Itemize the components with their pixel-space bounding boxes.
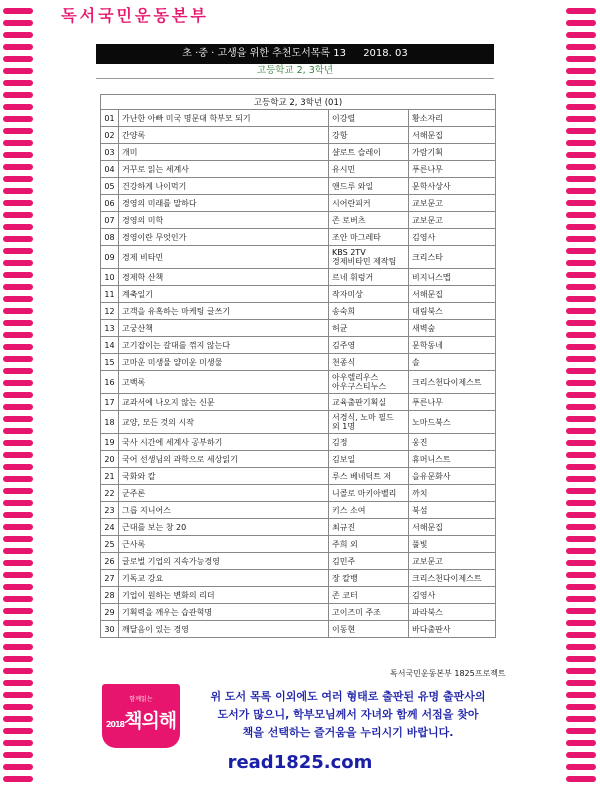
- book-title: 가난한 아빠 미국 명문대 학부모 되기: [119, 110, 329, 127]
- book-publisher: 교보문고: [409, 212, 496, 229]
- book-author: 송숙희: [329, 303, 409, 320]
- book-author: 김민주: [329, 553, 409, 570]
- notice-text: [188, 688, 508, 742]
- stripe: [3, 368, 33, 374]
- book-title: 근대를 보는 창 20: [119, 519, 329, 536]
- row-number: 03: [101, 144, 119, 161]
- decorative-stripes-right: [558, 0, 600, 786]
- stripe: [566, 92, 596, 98]
- book-publisher: 크리스천다이제스트: [409, 371, 496, 394]
- stripe: [566, 236, 596, 242]
- stripe: [566, 716, 596, 722]
- book-publisher: 노마드북스: [409, 411, 496, 434]
- stripe: [566, 524, 596, 530]
- row-number: 09: [101, 246, 119, 269]
- row-number: 12: [101, 303, 119, 320]
- book-author: 시어란피커: [329, 195, 409, 212]
- book-author: 서경식, 노마 필드 외 1명: [329, 411, 409, 434]
- stripe: [3, 248, 33, 254]
- stripe: [566, 200, 596, 206]
- book-title: 기업이 원하는 변화의 리더: [119, 587, 329, 604]
- book-author: 고이즈미 주조: [329, 604, 409, 621]
- book-author: 김정: [329, 434, 409, 451]
- book-author: 허균: [329, 320, 409, 337]
- book-publisher: 황소자리: [409, 110, 496, 127]
- stripe: [566, 692, 596, 698]
- logo-small-text: 함께읽는: [129, 696, 153, 703]
- stripe: [566, 80, 596, 86]
- stripe: [3, 80, 33, 86]
- row-number: 08: [101, 229, 119, 246]
- logo-main: 책의해: [124, 710, 177, 732]
- row-number: 27: [101, 570, 119, 587]
- table-row: [101, 485, 496, 502]
- stripe: [3, 32, 33, 38]
- stripe: [3, 272, 33, 278]
- stripe: [566, 260, 596, 266]
- book-title: 경영의 미학: [119, 212, 329, 229]
- stripe: [3, 740, 33, 746]
- stripe: [3, 560, 33, 566]
- book-title: 그릅 지니어스: [119, 502, 329, 519]
- stripe: [566, 104, 596, 110]
- table-row: [101, 286, 496, 303]
- stripe: [3, 56, 33, 62]
- stripe: [566, 620, 596, 626]
- table-row: [101, 144, 496, 161]
- book-title: 글로벌 기업의 지속가능경영: [119, 553, 329, 570]
- stripe: [3, 452, 33, 458]
- stripe: [3, 260, 33, 266]
- book-publisher: 서해문집: [409, 519, 496, 536]
- book-author: 아우렐리우스 아우구스티누스: [329, 371, 409, 394]
- stripe: [566, 428, 596, 434]
- book-author: 이강렬: [329, 110, 409, 127]
- book-title: 교양, 모든 것의 시작: [119, 411, 329, 434]
- book-author: 샬로트 슬레이: [329, 144, 409, 161]
- stripe: [3, 572, 33, 578]
- stripe: [566, 572, 596, 578]
- table-row: [101, 411, 496, 434]
- table-heading: 고등학교 2, 3학년 (01): [101, 95, 496, 110]
- stripe: [3, 308, 33, 314]
- row-number: 29: [101, 604, 119, 621]
- stripe: [566, 548, 596, 554]
- book-publisher: 서해문집: [409, 127, 496, 144]
- stripe: [3, 476, 33, 482]
- stripe: [3, 776, 33, 782]
- table-row: [101, 212, 496, 229]
- stripe: [3, 440, 33, 446]
- list-date: 2018. 03: [363, 48, 408, 59]
- stripe: [566, 344, 596, 350]
- stripe: [3, 464, 33, 470]
- book-publisher: 바다출판사: [409, 621, 496, 638]
- stripe: [566, 512, 596, 518]
- grade-subtitle: 고등학교 2, 3학년: [96, 64, 494, 79]
- stripe: [3, 128, 33, 134]
- table-row: [101, 269, 496, 286]
- stripe: [3, 404, 33, 410]
- stripe: [566, 332, 596, 338]
- stripe: [566, 296, 596, 302]
- stripe: [566, 668, 596, 674]
- book-title: 건강하게 나이먹기: [119, 178, 329, 195]
- stripe: [566, 368, 596, 374]
- book-author: 천종식: [329, 354, 409, 371]
- stripe: [566, 128, 596, 134]
- list-title-bar: [96, 44, 494, 64]
- stripe: [566, 20, 596, 26]
- stripe: [3, 656, 33, 662]
- stripe: [3, 644, 33, 650]
- row-number: 30: [101, 621, 119, 638]
- row-number: 05: [101, 178, 119, 195]
- stripe: [3, 44, 33, 50]
- list-title: 초 ·중 · 고생을 위한 추천도서목록 13: [182, 48, 346, 59]
- stripe: [3, 140, 33, 146]
- book-author: 교육출판기획실: [329, 394, 409, 411]
- book-publisher: 교보문고: [409, 553, 496, 570]
- decorative-stripes-left: [0, 0, 42, 786]
- book-publisher: 비지니스맵: [409, 269, 496, 286]
- stripe: [3, 428, 33, 434]
- row-number: 04: [101, 161, 119, 178]
- book-table: [100, 94, 496, 638]
- stripe: [3, 8, 33, 14]
- table-row: [101, 519, 496, 536]
- book-publisher: 새벽숲: [409, 320, 496, 337]
- book-publisher: 파라북스: [409, 604, 496, 621]
- stripe: [566, 188, 596, 194]
- book-title: 고궁산책: [119, 320, 329, 337]
- stripe: [566, 224, 596, 230]
- stripe: [3, 20, 33, 26]
- book-publisher: 김영사: [409, 587, 496, 604]
- book-author: 장 칼뱅: [329, 570, 409, 587]
- book-publisher: 문학사상사: [409, 178, 496, 195]
- stripe: [3, 356, 33, 362]
- project-label: 독서국민운동본부 1825프로젝트: [390, 669, 506, 678]
- stripe: [3, 212, 33, 218]
- book-title: 근사록: [119, 536, 329, 553]
- book-title: 고마운 미생물 얄미운 미생물: [119, 354, 329, 371]
- book-author: 강항: [329, 127, 409, 144]
- stripe: [3, 332, 33, 338]
- stripe: [3, 548, 33, 554]
- table-row: [101, 303, 496, 320]
- row-number: 02: [101, 127, 119, 144]
- book-year-logo: [102, 684, 180, 748]
- table-row: [101, 553, 496, 570]
- book-title: 개미: [119, 144, 329, 161]
- table-row: [101, 110, 496, 127]
- stripe: [566, 320, 596, 326]
- organization-banner: 독서국민운동본부: [42, 6, 228, 26]
- stripe: [566, 536, 596, 542]
- stripe: [3, 704, 33, 710]
- notice-line-3: 책을 선택하는 즐거움을 누리시기 바랍니다.: [242, 726, 454, 739]
- stripe: [566, 284, 596, 290]
- row-number: 17: [101, 394, 119, 411]
- book-publisher: 휴머니스트: [409, 451, 496, 468]
- book-publisher: 까치: [409, 485, 496, 502]
- stripe: [3, 224, 33, 230]
- book-publisher: 김영사: [409, 229, 496, 246]
- stripe: [566, 140, 596, 146]
- row-number: 11: [101, 286, 119, 303]
- notice-line-1: 위 도서 목록 이외에도 여러 형태로 출판된 유명 출판사의: [210, 690, 486, 703]
- stripe: [566, 452, 596, 458]
- row-number: 28: [101, 587, 119, 604]
- book-title: 깨달음이 있는 경영: [119, 621, 329, 638]
- table-row: [101, 502, 496, 519]
- stripe: [566, 560, 596, 566]
- stripe: [566, 644, 596, 650]
- book-publisher: 문학동네: [409, 337, 496, 354]
- table-row: [101, 161, 496, 178]
- stripe: [3, 716, 33, 722]
- stripe: [3, 416, 33, 422]
- table-row: [101, 337, 496, 354]
- stripe: [566, 728, 596, 734]
- stripe: [3, 536, 33, 542]
- book-title: 기획력을 깨우는 습관혁명: [119, 604, 329, 621]
- stripe: [566, 608, 596, 614]
- stripe: [3, 524, 33, 530]
- table-row: [101, 604, 496, 621]
- stripe: [566, 164, 596, 170]
- website-link[interactable]: read1825.com: [227, 752, 373, 773]
- stripe: [566, 308, 596, 314]
- stripe: [566, 464, 596, 470]
- stripe: [566, 356, 596, 362]
- stripe: [566, 488, 596, 494]
- book-author: 김보일: [329, 451, 409, 468]
- table-row: [101, 570, 496, 587]
- table-row: [101, 434, 496, 451]
- book-author: 존 코터: [329, 587, 409, 604]
- stripe: [3, 500, 33, 506]
- row-number: 15: [101, 354, 119, 371]
- table-row: [101, 320, 496, 337]
- stripe: [566, 656, 596, 662]
- stripe: [3, 512, 33, 518]
- book-author: 유시민: [329, 161, 409, 178]
- book-title: 기독교 강요: [119, 570, 329, 587]
- book-title: 경영이란 무엇인가: [119, 229, 329, 246]
- stripe: [566, 152, 596, 158]
- table-row: [101, 195, 496, 212]
- stripe: [3, 728, 33, 734]
- book-publisher: 웅진: [409, 434, 496, 451]
- book-title: 국사 시간에 세계사 공부하기: [119, 434, 329, 451]
- stripe: [566, 404, 596, 410]
- row-number: 22: [101, 485, 119, 502]
- book-author: KBS 2TV 경제비타민 제작팀: [329, 246, 409, 269]
- stripe: [566, 416, 596, 422]
- book-title: 경영의 미래를 말하다: [119, 195, 329, 212]
- book-author: 김주영: [329, 337, 409, 354]
- book-publisher: 솔: [409, 354, 496, 371]
- book-publisher: 서해문집: [409, 286, 496, 303]
- stripe: [3, 596, 33, 602]
- stripe: [3, 188, 33, 194]
- stripe: [566, 32, 596, 38]
- book-title: 국어 선생님의 과학으로 세상읽기: [119, 451, 329, 468]
- table-row: [101, 354, 496, 371]
- row-number: 14: [101, 337, 119, 354]
- book-rows: [101, 110, 496, 638]
- table-row: [101, 621, 496, 638]
- stripe: [3, 104, 33, 110]
- book-author: 조안 마그레타: [329, 229, 409, 246]
- stripe: [3, 620, 33, 626]
- stripe: [566, 8, 596, 14]
- stripe: [566, 440, 596, 446]
- row-number: 25: [101, 536, 119, 553]
- stripe: [3, 680, 33, 686]
- table-row: [101, 468, 496, 485]
- row-number: 21: [101, 468, 119, 485]
- stripe: [3, 488, 33, 494]
- stripe: [566, 212, 596, 218]
- book-publisher: 풀빛: [409, 536, 496, 553]
- book-title: 고객을 유혹하는 마케팅 글쓰기: [119, 303, 329, 320]
- stripe: [3, 392, 33, 398]
- logo-year: 2018: [105, 720, 125, 729]
- row-number: 16: [101, 371, 119, 394]
- table-row: [101, 371, 496, 394]
- book-author: 키스 소여: [329, 502, 409, 519]
- table-row: [101, 229, 496, 246]
- row-number: 07: [101, 212, 119, 229]
- stripe: [3, 176, 33, 182]
- book-publisher: 대림북스: [409, 303, 496, 320]
- stripe: [566, 584, 596, 590]
- stripe: [566, 500, 596, 506]
- row-number: 13: [101, 320, 119, 337]
- book-title: 거꾸로 읽는 세계사: [119, 161, 329, 178]
- stripe: [3, 236, 33, 242]
- book-publisher: 가람기획: [409, 144, 496, 161]
- book-author: 니콜로 마키아벨리: [329, 485, 409, 502]
- stripe: [566, 68, 596, 74]
- stripe: [566, 392, 596, 398]
- table-row: [101, 246, 496, 269]
- book-publisher: 북섬: [409, 502, 496, 519]
- stripe: [566, 116, 596, 122]
- row-number: 06: [101, 195, 119, 212]
- book-publisher: 크리스천다이제스트: [409, 570, 496, 587]
- row-number: 18: [101, 411, 119, 434]
- book-author: 루스 베네딕트 저: [329, 468, 409, 485]
- book-author: 작자미상: [329, 286, 409, 303]
- row-number: 23: [101, 502, 119, 519]
- row-number: 20: [101, 451, 119, 468]
- stripe: [566, 776, 596, 782]
- book-title: 국화와 칼: [119, 468, 329, 485]
- book-publisher: 푸른나무: [409, 161, 496, 178]
- stripe: [3, 320, 33, 326]
- book-title: 군주론: [119, 485, 329, 502]
- stripe: [3, 152, 33, 158]
- stripe: [566, 44, 596, 50]
- stripe: [3, 344, 33, 350]
- book-title: 간양록: [119, 127, 329, 144]
- book-title: 고백록: [119, 371, 329, 394]
- notice-line-2: 도서가 많으니, 학부모님께서 자녀와 함께 서점을 찾아: [217, 708, 479, 721]
- book-publisher: 푸른나무: [409, 394, 496, 411]
- stripe: [3, 632, 33, 638]
- stripe: [566, 248, 596, 254]
- stripe: [566, 380, 596, 386]
- book-publisher: 교보문고: [409, 195, 496, 212]
- stripe: [3, 68, 33, 74]
- stripe: [3, 692, 33, 698]
- stripe: [3, 116, 33, 122]
- row-number: 26: [101, 553, 119, 570]
- row-number: 01: [101, 110, 119, 127]
- stripe: [566, 272, 596, 278]
- table-row: [101, 127, 496, 144]
- stripe: [3, 284, 33, 290]
- book-publisher: 크리스타: [409, 246, 496, 269]
- stripe: [566, 176, 596, 182]
- book-author: 주희 외: [329, 536, 409, 553]
- row-number: 24: [101, 519, 119, 536]
- book-title: 교과서에 나오지 않는 신문: [119, 394, 329, 411]
- stripe: [3, 584, 33, 590]
- book-author: 이동현: [329, 621, 409, 638]
- stripe: [566, 680, 596, 686]
- stripe: [3, 380, 33, 386]
- book-author: 최규진: [329, 519, 409, 536]
- stripe: [3, 92, 33, 98]
- stripe: [3, 164, 33, 170]
- stripe: [3, 296, 33, 302]
- stripe: [3, 200, 33, 206]
- stripe: [566, 740, 596, 746]
- stripe: [3, 668, 33, 674]
- stripe: [566, 476, 596, 482]
- book-title: 경제학 산책: [119, 269, 329, 286]
- book-title: 경제 비타민: [119, 246, 329, 269]
- book-author: 르네 휘렁거: [329, 269, 409, 286]
- row-number: 19: [101, 434, 119, 451]
- stripe: [3, 608, 33, 614]
- stripe: [566, 596, 596, 602]
- book-author: 존 로버츠: [329, 212, 409, 229]
- table-row: [101, 587, 496, 604]
- table-row: [101, 451, 496, 468]
- book-title: 계축일기: [119, 286, 329, 303]
- table-row: [101, 178, 496, 195]
- book-publisher: 을유문화사: [409, 468, 496, 485]
- book-title: 고기잡이는 갈대를 꺾지 않는다: [119, 337, 329, 354]
- table-row: [101, 394, 496, 411]
- table-row: [101, 536, 496, 553]
- book-author: 앤드루 와일: [329, 178, 409, 195]
- stripe: [566, 632, 596, 638]
- stripe: [566, 704, 596, 710]
- row-number: 10: [101, 269, 119, 286]
- stripe: [566, 56, 596, 62]
